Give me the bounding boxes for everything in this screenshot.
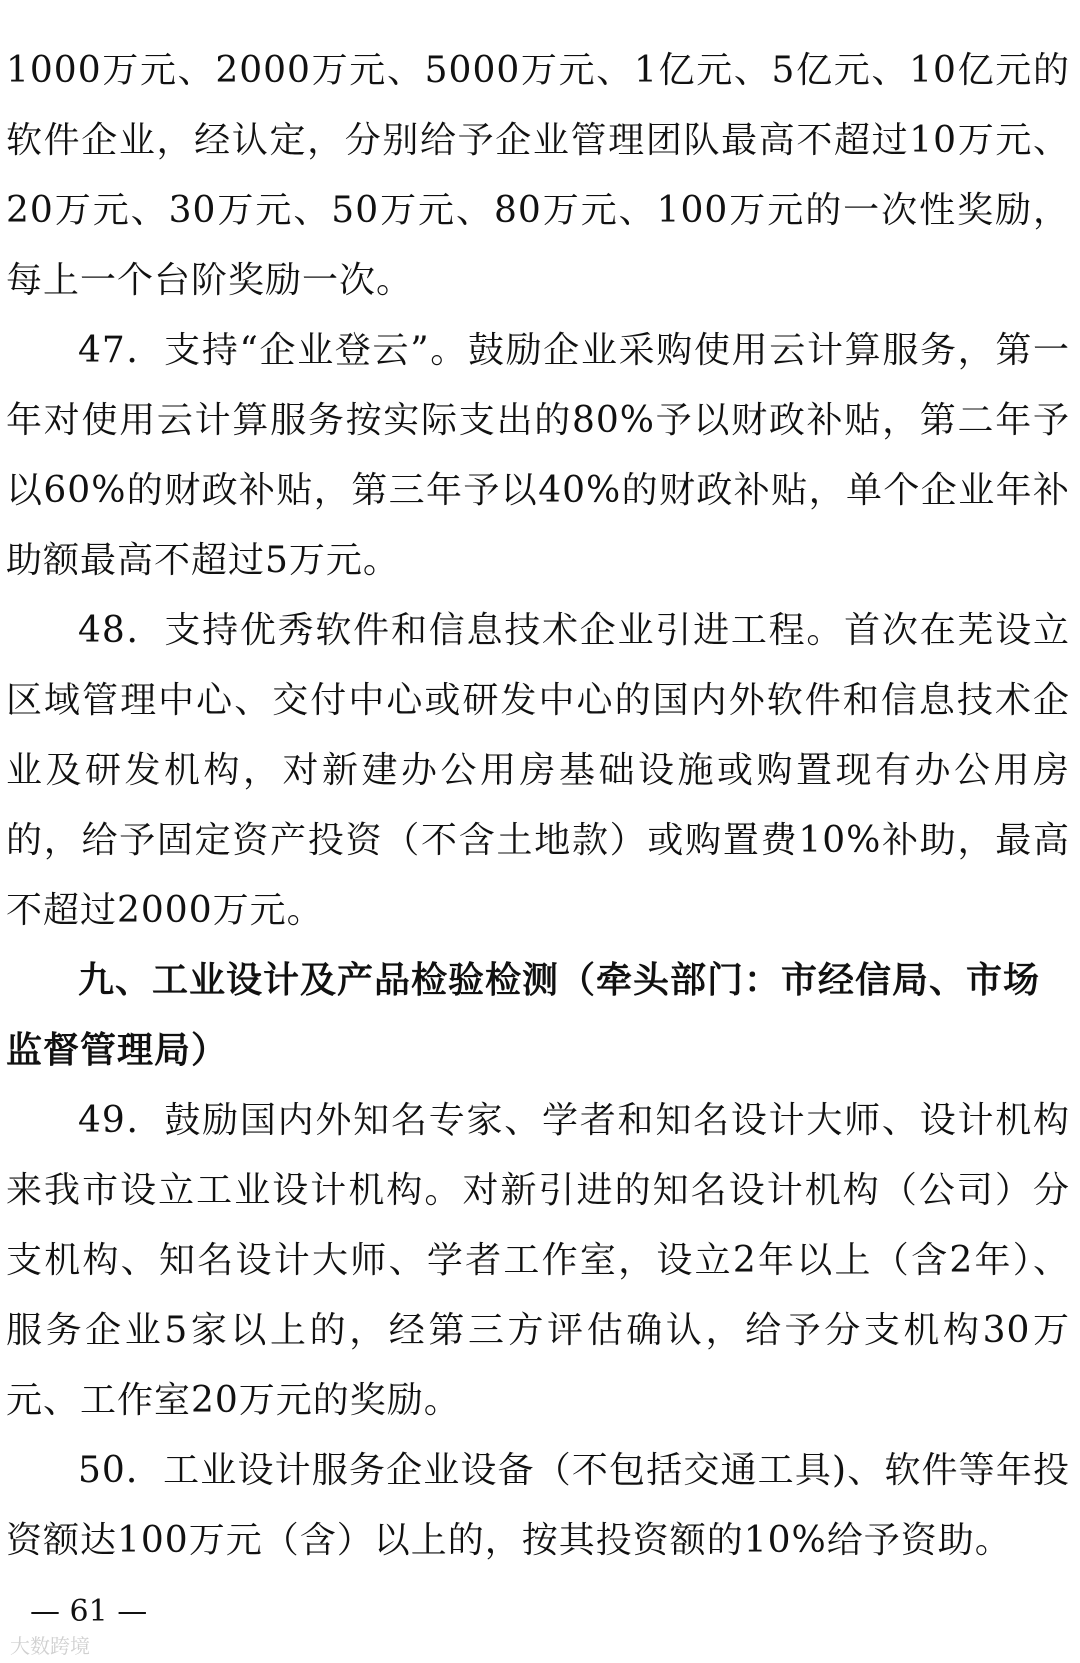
section-heading-9: 九、工业设计及产品检验检测（牵头部门：市经信局、市场监督管理局） <box>6 960 1041 1071</box>
document-body <box>6 36 1070 1576</box>
paragraph-48: 48．支持优秀软件和信息技术企业引进工程。首次在芜设立区域管理中心、交付中心或研发中心的国内外软件和信息技术企业及研发机构，对新建办公用房基础设施或购置现有办公用房的，给予固定资产投资（不含土地款）或购置费10%补助，最高不超过2000万元。 <box>6 610 1070 931</box>
paragraph-50: 50．工业设计服务企业设备（不包括交通工具)、软件等年投资额达100万元（含）以上的，按其投资额的10%给予资助。 <box>6 1450 1070 1561</box>
paragraph-continued: 1000万元、2000万元、5000万元、1亿元、5亿元、10亿元的软件企业，经认定，分别给予企业管理团队最高不超过10万元、20万元、30万元、50万元、80万元、100万元的一次性奖励，每上一个台阶奖励一次。 <box>6 50 1070 301</box>
watermark: 大数跨境 <box>10 1634 90 1658</box>
page-number: — 61 — <box>30 1594 148 1629</box>
paragraph-47: 47．支持“企业登云”。鼓励企业采购使用云计算服务，第一年对使用云计算服务按实际支出的80%予以财政补贴，第二年予以60%的财政补贴，第三年予以40%的财政补贴，单个企业年补助额最高不超过5万元。 <box>6 330 1070 581</box>
paragraph-49: 49．鼓励国内外知名专家、学者和知名设计大师、设计机构来我市设立工业设计机构。对新引进的知名设计机构（公司）分支机构、知名设计大师、学者工作室，设立2年以上（含2年）、服务企业5家以上的，经第三方评估确认，给予分支机构30万元、工作室20万元的奖励。 <box>6 1100 1070 1421</box>
